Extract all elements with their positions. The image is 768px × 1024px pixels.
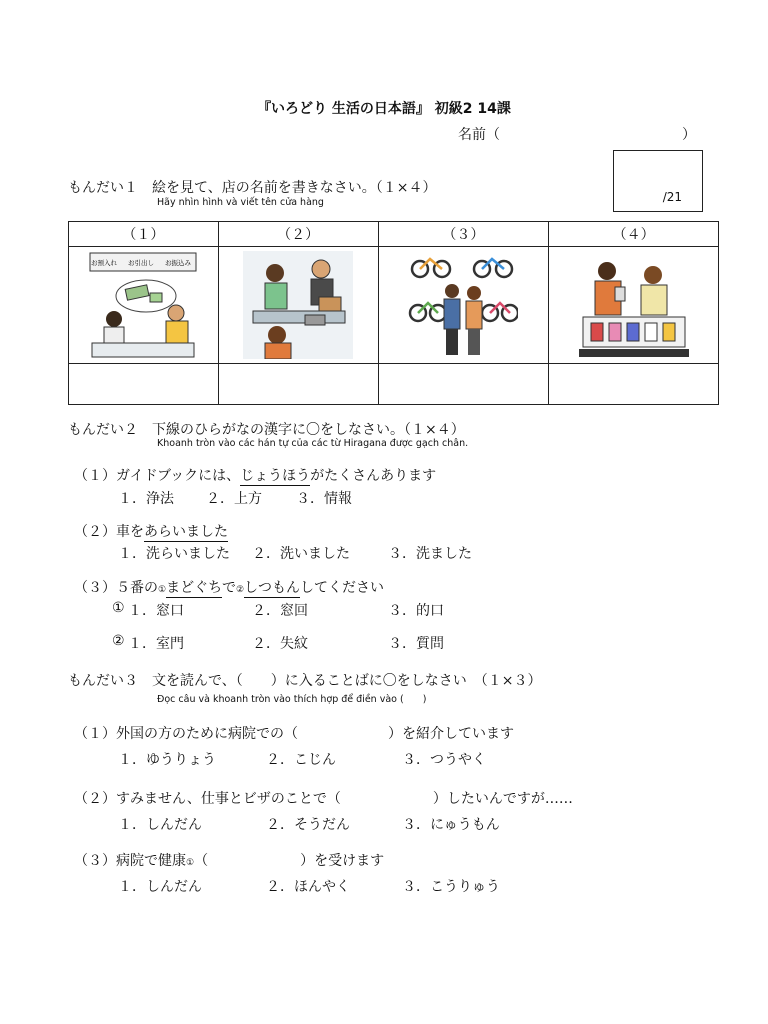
q3-heading: もんだい３ 文を読んで、（ ）に入ることばに〇をしなさい （１×３）: [68, 673, 542, 689]
answer-box-4[interactable]: [549, 364, 719, 405]
parcel-counter-illustration: [243, 251, 353, 359]
answer-box-1[interactable]: [69, 364, 219, 405]
q3-item3-marker: ①: [186, 858, 195, 868]
q2-item3-row2-option-1[interactable]: １．室門: [128, 636, 184, 652]
q2-hint: Khoanh tròn vào các hán tự của các từ Hiragana được gạch chân.: [157, 438, 469, 449]
q3-item3-open-paren: （: [194, 853, 209, 869]
q1-heading: もんだい１ 絵を見て、店の名前を書きなさい。（１×４）: [68, 180, 437, 196]
score-box: [613, 150, 703, 212]
q3-item2-option-2[interactable]: ２．そうだん: [266, 817, 350, 833]
q2-item1-option-1[interactable]: １．浄法: [118, 491, 174, 507]
q2-item3-row1-option-3[interactable]: ３．的口: [388, 603, 444, 619]
q2-item1-underlined: じょうほう: [240, 468, 311, 484]
q3-item3-sentence: [74, 850, 384, 870]
q3-hint: Đọc câu và khoanh tròn vào thích hợp để điền vào ( ): [157, 694, 427, 705]
q2-item2-sentence: [74, 521, 228, 541]
col-header-3: （３）: [378, 222, 549, 247]
q3-item3-option-1[interactable]: １．しんだん: [118, 879, 202, 895]
name-label: 名前（: [458, 127, 500, 143]
q3-item1-option-2[interactable]: ２．こじん: [266, 752, 336, 768]
q3-item1-sentence: [74, 723, 514, 743]
q2-item3-post: してください: [300, 580, 385, 596]
q3-item1-option-1[interactable]: １．ゆうりょう: [118, 752, 216, 768]
q3-item2-option-1[interactable]: １．しんだん: [118, 817, 202, 833]
q3-item2-sentence: [74, 788, 573, 808]
col-header-1: （１）: [69, 222, 219, 247]
q2-item3-row2-option-3[interactable]: ３．質問: [388, 636, 444, 652]
picture-cell-bank: [69, 247, 219, 364]
answer-box-2[interactable]: [218, 364, 378, 405]
q2-item3-underlined-2: しつもん: [244, 580, 301, 596]
q2-item2-pre: （２）車を: [74, 524, 144, 540]
q2-item2-option-2[interactable]: ２．洗いました: [252, 546, 350, 562]
q3-item1-option-3[interactable]: ３．つうやく: [402, 752, 486, 768]
name-close-paren: ）: [682, 127, 696, 143]
picture-cell-post-office: [218, 247, 378, 364]
q2-item1-option-3[interactable]: ３．情報: [296, 491, 352, 507]
phone-shop-illustration: [579, 251, 689, 359]
q2-item3-underlined-1: まどぐち: [166, 580, 222, 596]
q2-item1-option-2[interactable]: ２．上方: [206, 491, 262, 507]
q2-item2-option-3[interactable]: ３．洗ました: [388, 546, 472, 562]
q2-item3-row1-option-1[interactable]: １．窓口: [128, 603, 184, 619]
answer-box-3[interactable]: [378, 364, 549, 405]
q2-item3-row2-option-2[interactable]: ２．失紋: [252, 636, 308, 652]
q2-item1-post: がたくさんあります: [310, 468, 437, 484]
q3-item3-pre: （３）病院で健康: [74, 853, 186, 869]
name-field[interactable]: [458, 124, 696, 144]
picture-cell-bicycle-shop: [378, 247, 549, 364]
q2-item3-marker-2: ②: [235, 585, 245, 595]
q2-item3-mid: で: [221, 580, 236, 596]
q2-item1-pre: （１）ガイドブックには、: [74, 468, 241, 484]
col-header-4: （４）: [549, 222, 719, 247]
q3-item2-option-3[interactable]: ３．にゅうもん: [402, 817, 500, 833]
q3-item3-option-2[interactable]: ２．ほんやく: [266, 879, 350, 895]
sign-label-2: お引出し: [128, 259, 155, 267]
page-title: 『いろどり 生活の日本語』 初級2 14課: [257, 101, 511, 117]
q2-item3-pre: （３）５番の: [74, 580, 158, 596]
sign-label-1: お預入れ: [91, 259, 118, 267]
q2-item3-sentence: [74, 577, 384, 597]
q2-item2-underlined: あらいました: [144, 524, 228, 540]
q2-item2-option-1[interactable]: １．洗らいました: [118, 546, 230, 562]
q1-hint: Hãy nhìn hình và viết tên cửa hàng: [157, 197, 324, 208]
score-total: /21: [662, 190, 682, 204]
col-header-2: （２）: [218, 222, 378, 247]
q3-item1-post: ）を紹介しています: [388, 726, 514, 742]
q3-item2-post: ）したいんですが……: [432, 791, 573, 807]
q3-item2-pre: （２）すみません、仕事とビザのことで（: [74, 791, 341, 807]
q2-item3-row1-marker: ①: [112, 600, 125, 616]
q3-item3-option-3[interactable]: ３．こうりゅう: [402, 879, 500, 895]
q2-heading: もんだい２ 下線のひらがなの漢字に〇をしなさい。（１×４）: [68, 422, 465, 438]
q1-table: [68, 221, 719, 405]
q2-item3-row1-option-2[interactable]: ２．窓回: [252, 603, 308, 619]
q3-item3-post: ）を受けます: [300, 853, 385, 869]
q2-item3-row2-marker: ②: [112, 633, 125, 649]
q2-item3-marker-1: ①: [158, 585, 167, 595]
bicycle-shop-illustration: [408, 251, 518, 359]
bank-counter-illustration: [88, 251, 198, 359]
sign-label-3: お振込み: [165, 259, 192, 267]
q3-item1-pre: （１）外国の方のために病院での（: [74, 726, 298, 742]
picture-cell-electronics-store: [549, 247, 719, 364]
q2-item1-sentence: [74, 465, 436, 485]
